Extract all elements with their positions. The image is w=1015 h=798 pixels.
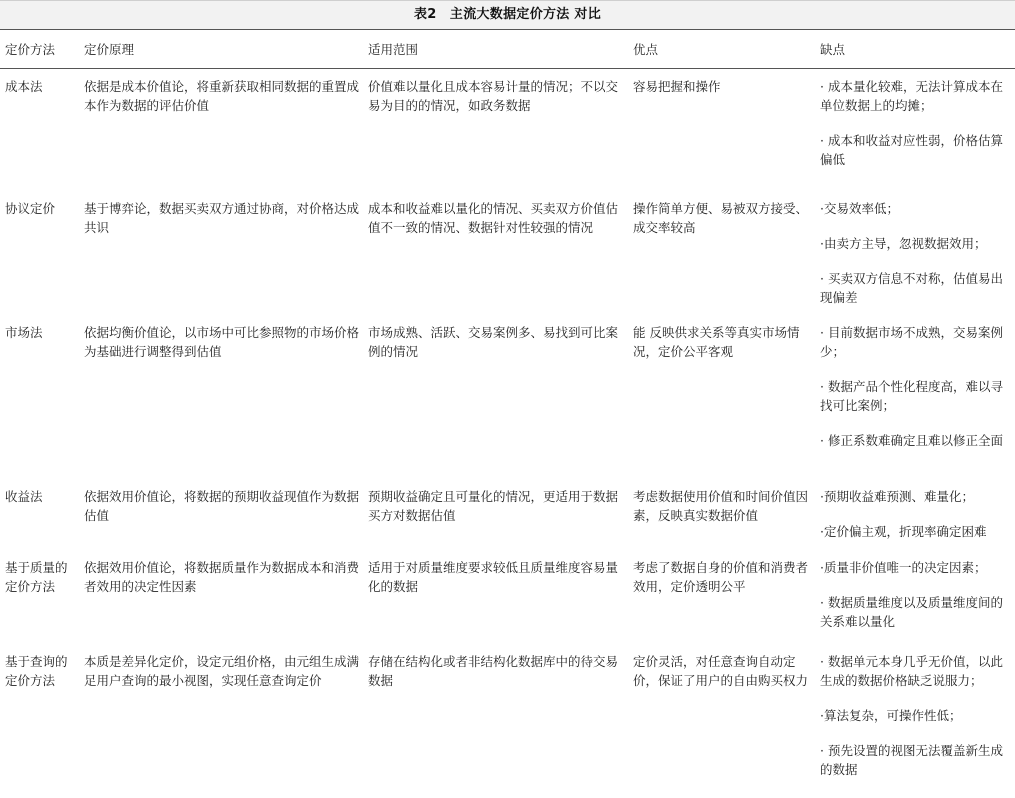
cell-pros: 考虑数据使用价值和时间价值因素，反映真实数据价值: [633, 489, 809, 523]
con-item: ·由卖方主导，忽视数据效用；: [820, 236, 987, 251]
cell-scope: 价值难以量化且成本容易计量的情况；不以交易为目的的情况，如政务数据: [368, 79, 619, 113]
cell-pros: 定价灵活，对任意查询自动定价，保证了用户的自由购买权力: [633, 654, 809, 688]
header-method: 定价方法: [0, 30, 80, 69]
cell-cons: [816, 479, 1015, 550]
cell-scope: 市场成熟、活跃、交易案例多、易找到可比案例的情况: [368, 325, 619, 359]
table-row: [0, 479, 1015, 550]
con-item: · 数据质量维度以及质量维度间的关系难以量化: [820, 595, 1003, 629]
cell-scope: 适用于对质量维度要求较低且质量维度容易量化的数据: [368, 560, 619, 594]
header-pros: 优点: [629, 30, 816, 69]
cell-pros: 考虑了数据自身的价值和消费者效用，定价透明公平: [633, 560, 809, 594]
cell-cons: [816, 191, 1015, 315]
cell-cons: [816, 644, 1015, 798]
table-row: [0, 644, 1015, 798]
con-item: · 成本和收益对应性弱，价格估算偏低: [820, 133, 1003, 167]
header-scope: 适用范围: [364, 30, 629, 69]
cell-scope: 存储在结构化或者非结构化数据库中的待交易数据: [368, 654, 619, 688]
cell-principle: 依据均衡价值论，以市场中可比参照物的市场价格为基础进行调整得到估值: [84, 325, 360, 359]
con-item: · 数据产品个性化程度高，难以寻找可比案例；: [820, 379, 1003, 413]
con-item: ·交易效率低；: [820, 201, 899, 216]
cell-principle: 依据是成本价值论，将重新获取相同数据的重置成本作为数据的评估价值: [84, 79, 360, 113]
con-item: · 修正系数难确定且难以修正全面: [820, 433, 1003, 448]
cell-method: 基于查询的定价方法: [5, 654, 68, 688]
table-header-row: [0, 30, 1015, 69]
cell-cons: [816, 315, 1015, 479]
table-row: [0, 315, 1015, 479]
header-principle: 定价原理: [80, 30, 364, 69]
con-item: ·定价偏主观，折现率确定困难: [820, 524, 987, 539]
con-item: ·质量非价值唯一的决定因素；: [820, 560, 987, 575]
cell-cons: [816, 550, 1015, 644]
cell-pros: 能 反映供求关系等真实市场情况，定价公平客观: [633, 325, 800, 359]
comparison-table: [0, 30, 1015, 798]
cell-pros: 操作简单方便、易被双方接受、成交率较高: [633, 201, 809, 235]
con-item: ·预期收益难预测、难量化；: [820, 489, 974, 504]
cell-method: 成本法: [5, 79, 43, 94]
con-item: · 成本量化较难，无法计算成本在单位数据上的均摊；: [820, 79, 1003, 113]
cell-principle: 本质是差异化定价，设定元组价格，由元组生成满足用户查询的最小视图，实现任意查询定价: [84, 654, 360, 688]
con-item: · 数据单元本身几乎无价值，以此生成的数据价格缺乏说服力；: [820, 654, 1003, 688]
cell-principle: 依据效用价值论，将数据的预期收益现值作为数据估值: [84, 489, 360, 523]
con-item: · 预先设置的视图无法覆盖新生成的数据: [820, 743, 1003, 777]
con-item: ·算法复杂，可操作性低；: [820, 708, 962, 723]
cell-scope: 成本和收益难以量化的情况、买卖双方价值估值不一致的情况、数据针对性较强的情况: [368, 201, 619, 235]
table-row: [0, 191, 1015, 315]
cell-method: 基于质量的定价方法: [5, 560, 68, 594]
cell-cons: [816, 69, 1015, 192]
con-item: · 买卖双方信息不对称，估值易出现偏差: [820, 271, 1003, 305]
con-item: · 目前数据市场不成熟，交易案例少；: [820, 325, 1003, 359]
table-row: [0, 550, 1015, 644]
cell-method: 协议定价: [5, 201, 56, 216]
cell-principle: 基于博弈论，数据买卖双方通过协商，对价格达成共识: [84, 201, 360, 235]
cell-method: 市场法: [5, 325, 43, 340]
table-row: [0, 69, 1015, 192]
cell-scope: 预期收益确定且可量化的情况，更适用于数据买方对数据估值: [368, 489, 619, 523]
cell-principle: 依据效用价值论，将数据质量作为数据成本和消费者效用的决定性因素: [84, 560, 360, 594]
cell-pros: 容易把握和操作: [633, 79, 721, 94]
header-cons: 缺点: [816, 30, 1015, 69]
table-caption: 表2 主流大数据定价方法 对比: [0, 0, 1015, 30]
cell-method: 收益法: [5, 489, 43, 504]
